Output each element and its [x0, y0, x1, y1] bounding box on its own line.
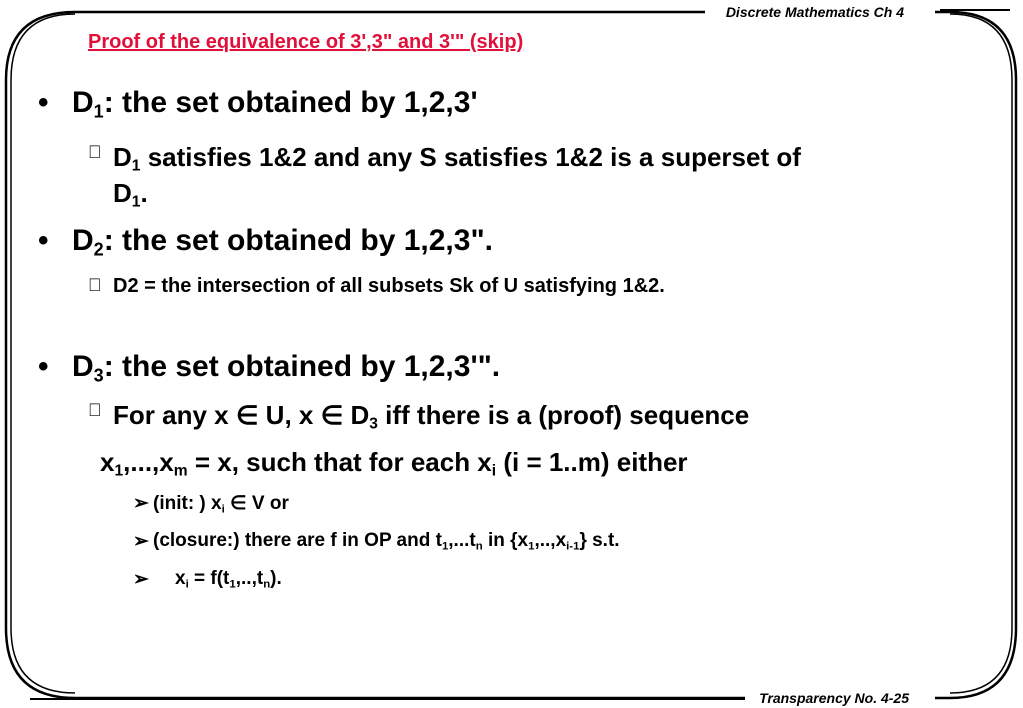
arrow-bullet-icon: ➢ [133, 569, 149, 590]
square-bullet-icon [88, 400, 102, 421]
arrow-item-text: (init: ) $x_i$ ∈ V or [153, 493, 289, 516]
sub-item-d1-cont: $D_1$. [113, 178, 148, 211]
slide-footer: Transparency No. 4-25 [755, 690, 913, 706]
bullet-text: $D_2$: the set obtained by 1,2,3". [72, 224, 493, 260]
bullet-icon: • [38, 224, 49, 257]
slide-header: Discrete Mathematics Ch 4 [722, 4, 908, 20]
arrow-item-text: $x_i = f(t_1,..,t_n)$. [175, 568, 282, 591]
square-bullet-icon [88, 142, 102, 163]
sub-item-d3-cont: $x_1,...,x_m = x$, such that for each $x_i$ (i = 1..m) either [100, 447, 688, 480]
slide-title: Proof of the equivalence of 3',3" and 3'" (skip) [88, 31, 524, 53]
sub-item-text: $D_1$ satisfies 1&2 and any S satisfies 1&2 is a superset of [113, 142, 801, 175]
sub-item-text: For any x ∈ U, x ∈ $D_3$ iff there is a (proof) sequence [113, 400, 750, 433]
arrow-bullet-icon: ➢ [133, 531, 149, 552]
square-bullet-icon [88, 275, 102, 296]
bullet-text: $D_3$: the set obtained by 1,2,3'". [72, 350, 501, 386]
bullet-icon: • [38, 86, 49, 119]
sub-item-text: D2 = the intersection of all subsets Sk of U satisfying 1&2. [113, 275, 665, 297]
arrow-bullet-icon: ➢ [133, 493, 149, 514]
bullet-text: $D_1$: the set obtained by 1,2,3' [72, 86, 478, 122]
arrow-item-text: (closure:) there are f in OP and $t_1,...t_n$ in $\{x_1,..,x_{i-1}\}$ s.t. [153, 530, 620, 553]
bullet-icon: • [38, 350, 49, 383]
